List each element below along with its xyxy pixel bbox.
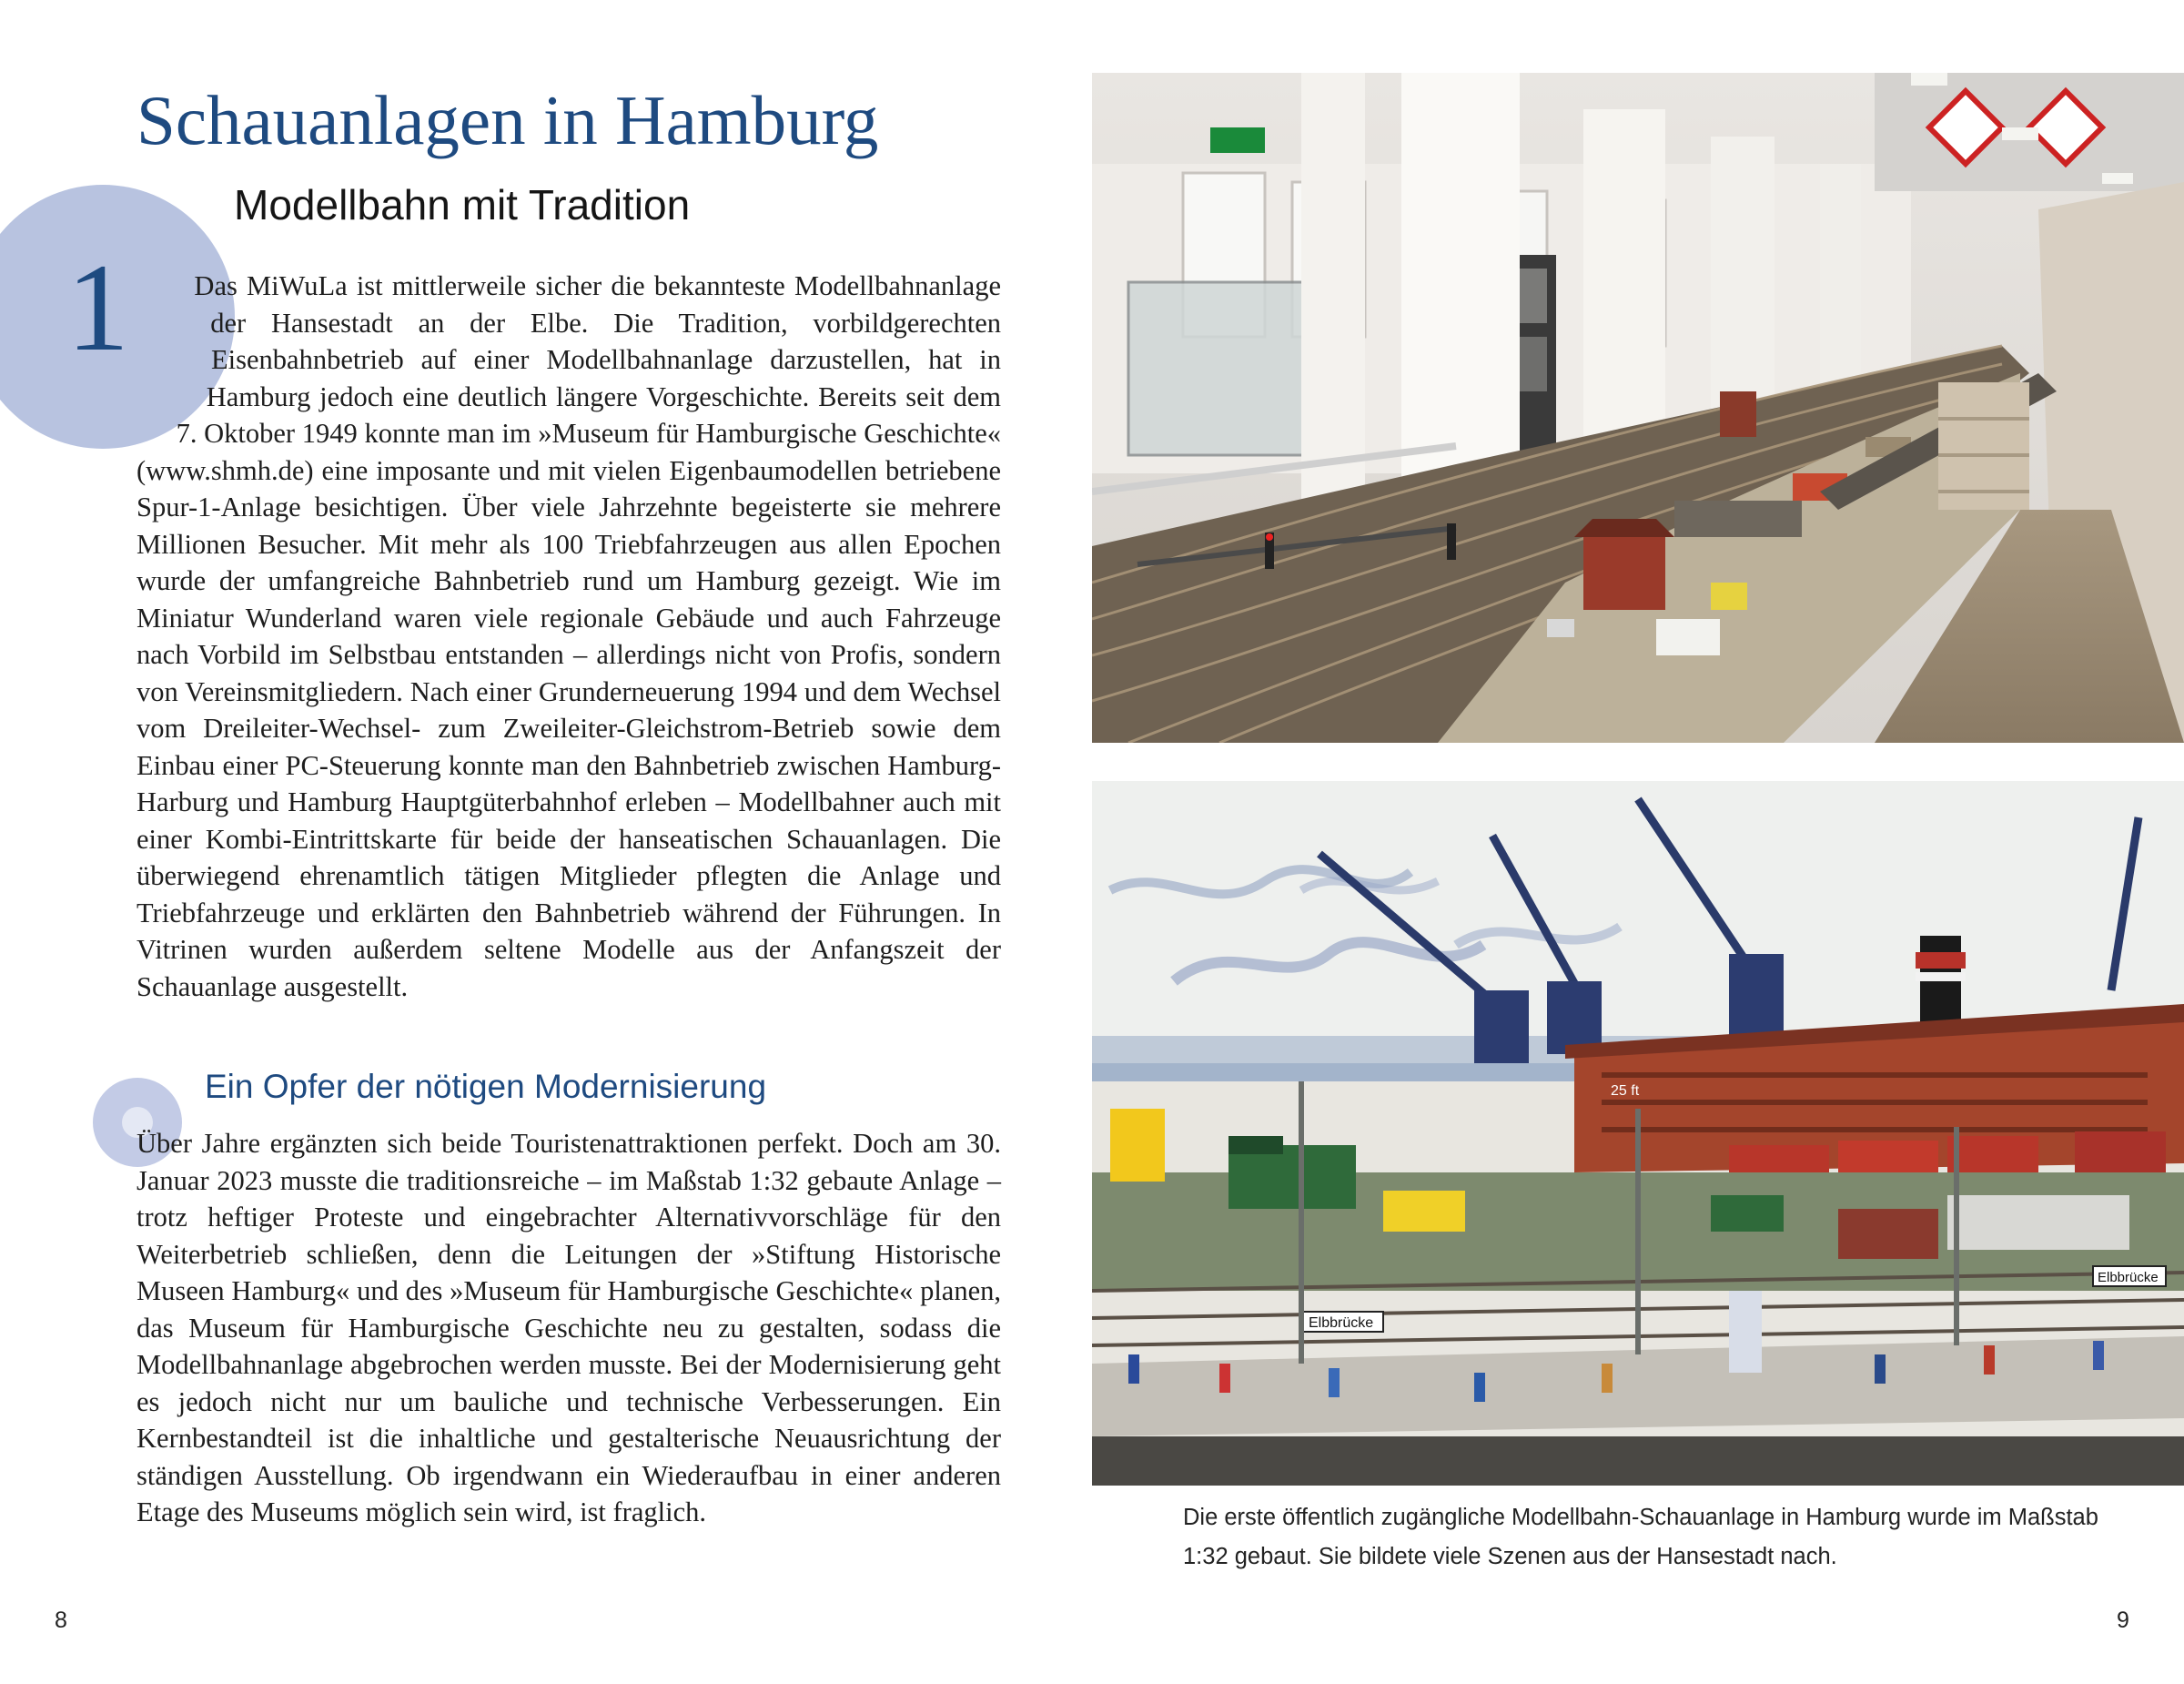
hall-photo-illustration (1092, 73, 2184, 743)
page-number-left: 8 (55, 1608, 67, 1633)
photo-caption: Die erste öffentlich zugängliche Modellbahn-Schauanlage in Hamburg wurde im Maßstab 1:32 gebaut. Sie bildete viele Szenen aus der Hansestadt nach. (1183, 1505, 2098, 1569)
page-number-right: 9 (2117, 1608, 2129, 1633)
building-sign: 25 ft (1611, 1083, 1640, 1099)
photo-harbour-scene (1092, 781, 2184, 1486)
page-title: Schauanlagen in Hamburg (136, 81, 879, 159)
paragraph-1-text: Das MiWuLa ist mittlerweile sicher die bekannteste Modellbahnanlage der Hansestadt an der Elbe. Die Tradition, vorbildgerechten Eisenbahnbetrieb auf einer Modellbahnanlage darzustellen, hat in Hamburg jedoch eine deutlich längere Vorgeschichte. Bereits seit dem 7. Oktober 1949 konnte man im »Museum für Hamburgische Geschichte« (www.shmh.de) eine imposante und mit vielen Eigenbaumodellen betriebene Spur-1-Anlage besichtigen. Über viele Jahrzehnte begeisterte sie mehrere Millionen Besucher. Mit mehr als 100 Triebfahrzeugen aus allen Epochen wurde der umfangreiche Bahnbetrieb rund um Hamburg gezeigt. Wie im Miniatur Wunderland waren viele regionale Gebäude und auch Fahrzeuge nach Vorbild im Selbstbau entstanden – allerdings nicht von Profis, sondern von Vereinsmitgliedern. Nach einer Grunderneuerung 1994 und dem Wechsel vom Dreileiter-Wechsel- zum Zweileiter-Gleichstrom-Betrieb sowie dem Einbau einer PC-Steuerung konnte man den Bahnbetrieb zwischen Hamburg-Harburg und Hamburg Hauptgüterbahnhof erleben – Modellbahner auch mit einer Kombi-Eintrittskarte für beide der hanseatischen Schauanlagen. Die überwiegend ehrenamtlich tätigen Mitglieder pflegten die Anlage und Triebfahrzeuge und erklärten den Bahnbetrieb während der Führungen. In Vitrinen wurden außerdem seltene Modelle aus der Anfangszeit der Schauanlage ausgestellt. (136, 270, 1001, 1002)
chapter-number: 1 (66, 238, 129, 377)
harbour-photo-illustration (1092, 781, 2184, 1486)
right-page (1092, 0, 2184, 1684)
page-subtitle: Modellbahn mit Tradition (234, 181, 691, 228)
station-sign-1: Elbbrücke (1309, 1315, 1374, 1331)
station-sign-2: Elbbrücke (2098, 1270, 2159, 1285)
body-paragraph-1 (136, 268, 1001, 1005)
body-paragraph-2: Über Jahre ergänzten sich beide Touristenattraktionen perfekt. Doch am 30. Januar 2023 musste die traditionsreiche – im Maßstab 1:32 gebaute Anlage – trotz heftiger Proteste und eingebrachter Alternativvorschläge für den Weiterbetrieb schließen, denn die Leitungen der »Stiftung Historische Museen Hamburg« und des »Museum für Hamburgische Geschichte« planen, das Museum für Hamburgische Geschichte neu zu gestalten, sodass die Modellbahnanlage abgebrochen werden musste. Bei der Modernisierung geht es jedoch nicht nur um bauliche und technische Verbesserungen. Ein Kernbestandteil ist die inhaltliche und gestalterische Neuausrichtung der ständigen Ausstellung. Ob irgendwann ein Wiederaufbau in einer anderen Etage des Museums möglich sein wird, ist fraglich. (136, 1128, 1001, 1527)
section-heading: Ein Opfer der nötigen Modernisierung (205, 1068, 767, 1105)
photo-model-railway-hall (1092, 73, 2184, 743)
